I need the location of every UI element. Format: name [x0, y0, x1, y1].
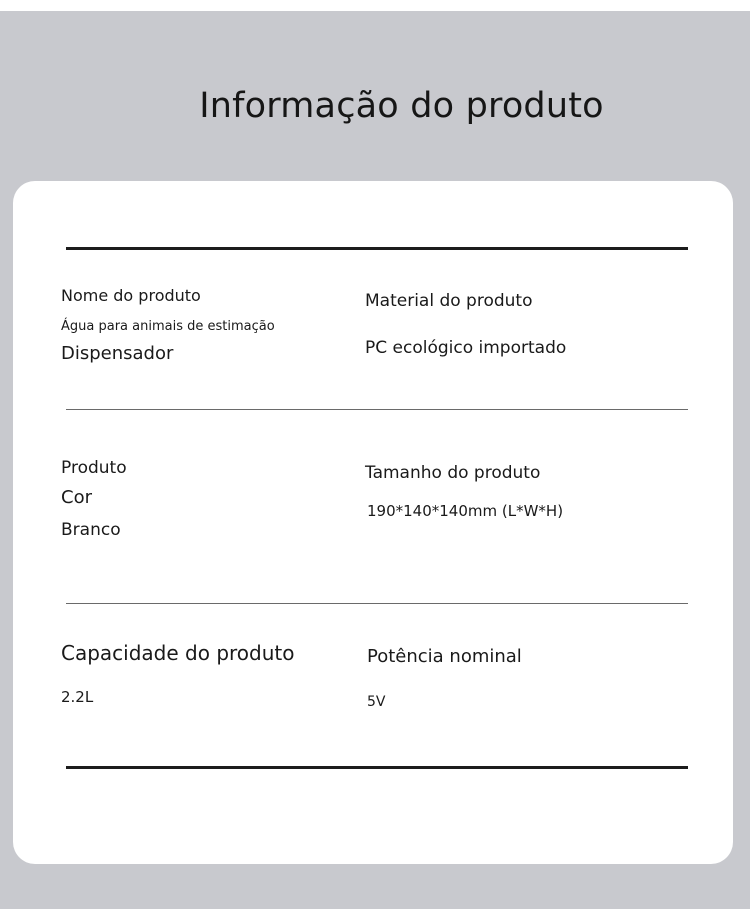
product-name-value-line2: Dispensador [61, 343, 174, 364]
color-label-line2: Cor [61, 487, 92, 508]
spec-card [13, 181, 733, 864]
size-value: 190*140*140mm (L*W*H) [367, 502, 564, 520]
power-label: Potência nominal [367, 646, 522, 667]
page-title: Informação do produto [199, 86, 604, 126]
capacity-label: Capacidade do produto [61, 641, 295, 665]
material-label: Material do produto [365, 291, 533, 311]
color-label-line1: Produto [61, 458, 127, 478]
product-name-label: Nome do produto [61, 286, 201, 305]
row-divider-2 [66, 603, 688, 604]
capacity-value: 2.2L [61, 688, 94, 706]
color-value: Branco [61, 520, 121, 540]
product-name-value-line1: Água para animais de estimação [61, 319, 275, 334]
bottom-divider [66, 766, 688, 769]
size-label: Tamanho do produto [365, 463, 541, 483]
material-value: PC ecológico importado [365, 338, 567, 358]
row-divider-1 [66, 409, 688, 410]
power-value: 5V [367, 694, 386, 710]
top-divider [66, 247, 688, 250]
